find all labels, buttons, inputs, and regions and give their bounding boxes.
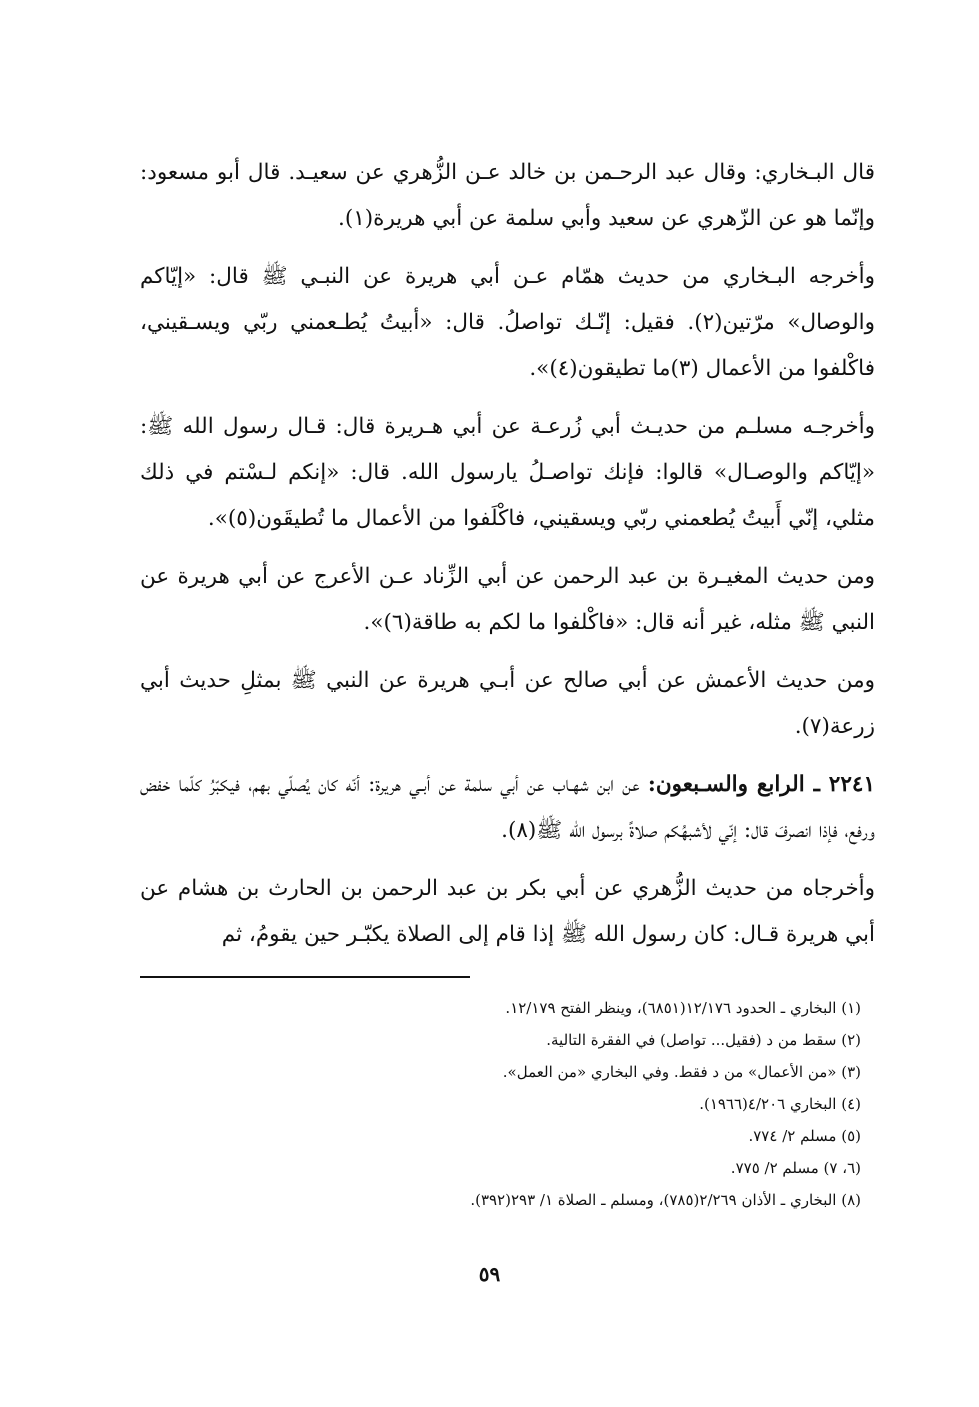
paragraph-4: ومن حديث المغيـرة بن عبد الرحمن عن أبي الزِّناد عـن الأعرج عن أبي هريرة عن النبي ﷺ مثله، غير أنه قال: «فاكْلفوا ما لكم به طاقة(٦)». — [140, 564, 875, 635]
footnote-6: (٦، ٧) مسلم ٢/ ٧٧٥. — [730, 1159, 861, 1177]
page-number: ٥٩ — [478, 1262, 501, 1286]
hadith-number-heading: ٢٢٤١ ـ الرابع والسـبعون: — [647, 772, 875, 797]
footnote-2: (٢) سقط من د (فقيل... تواصل) في الفقرة التالية. — [546, 1031, 861, 1049]
paragraph-6 — [140, 762, 875, 854]
paragraph-7: وأخرجاه من حديث الزُّهري عن أبي بكر بن عبد الرحمن بن الحارث بن هشام عن أبي هريرة قـال: كان رسول الله ﷺ إذا قام إلى الصلاة يكبّـر حين يقومُ، ثم — [140, 876, 875, 947]
footnotes — [140, 992, 875, 1216]
paragraph-1: قال البـخاري: وقال عبد الرحـمن بن خالد عـن الزُّهري عن سعيـد. قال أبو مسعود: وإنّما هو عن الزّهري عن سعيد وأبي سلمة عن أبي هريرة(١). — [140, 160, 875, 231]
paragraph-3: وأخرجـه مسلـم من حديـث أبي زُرعـة عن أبي هـريرة قال: قـال رسول الله ﷺ: «إيّاكم والوصـال» قالوا: فإنك تواصـلُ يارسول الله. قال: «إنكم لـسْتم في ذلك مثلي، إنّي أَبيتُ يُطعمني ربّي ويسقيني، فاكْلَفوا من الأعمال ما تُطيقَون(٥)». — [140, 414, 875, 531]
paragraph-2: وأخرجه البـخاري من حديث همّام عـن أبي هريرة عن النبـي ﷺ قال: «إيّاكم والوصال» مرّتين(٢). فقيل: إنّـك تواصلُ. قال: «أبيتُ يُطـعمني ربّي ويسـقيني، فاكْلفوا من الأعمال (٣)ما تطيقون(٤)». — [140, 264, 875, 381]
footnote-4: (٤) البخاري ٤/٢٠٦(١٩٦٦). — [699, 1095, 861, 1113]
footnote-separator — [140, 976, 470, 978]
page-body — [140, 150, 875, 1216]
paragraph-5: ومن حديث الأعمش عن أبي صالح عن أبـي هريرة عن النبي ﷺ بمثلِ حديث أبي زرعة(٧). — [140, 668, 875, 739]
paragraph-6-text: عن ابن شهـاب عن أبي سلمة عن أبـي هريرة: أنّه كان يُصلّي بهم، فيكبّرُ كلّما خفض ورفع، فإذا انصرفَ قال: إنّي لأشبهُكم صلاةً برسول الله ﷺ(٨). — [140, 772, 875, 843]
footnote-5: (٥) مسلم ٢/ ٧٧٤. — [748, 1127, 861, 1145]
footnote-1: (١) البخاري ـ الحدود ١٢/١٧٦(٦٨٥١)، وينظر الفتح ١٢/١٧٩. — [505, 999, 861, 1017]
footnote-3: (٣) «من الأعمال» من د فقط. وفي البخاري «من العمل». — [502, 1063, 861, 1081]
footnote-7: (٨) البخاري ـ الأذان ٢/٢٦٩(٧٨٥)، ومسلم ـ الصلاة ١/ ٢٩٣(٣٩٢). — [470, 1191, 861, 1209]
